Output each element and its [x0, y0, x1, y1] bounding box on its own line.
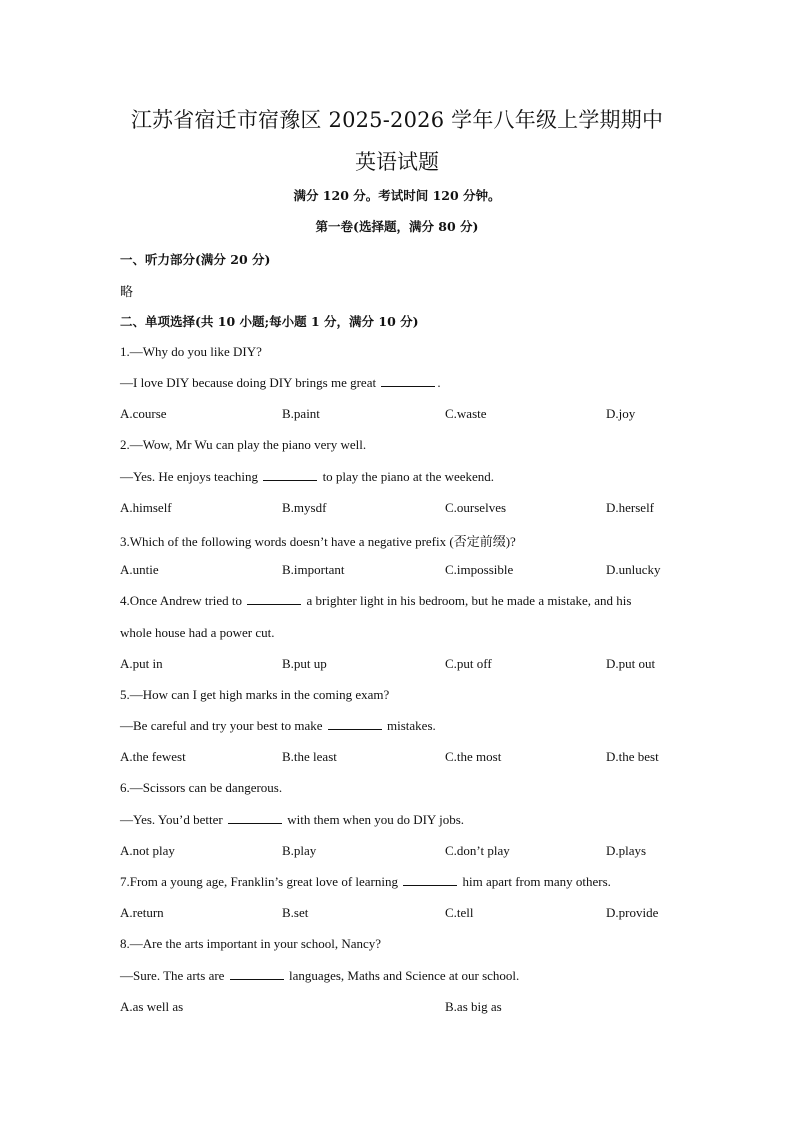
question-8-stem: 8.—Are the arts important in your school, Nancy? [120, 936, 382, 951]
section-listening-title: 一、听力部分(满分 20 分) [120, 252, 271, 267]
question-6-option-b: B.play [282, 843, 317, 858]
question-6-line2 [120, 812, 464, 828]
question-5-option-a: A.the fewest [120, 749, 186, 764]
question-5-text-post: mistakes. [383, 718, 436, 733]
question-3-text-pre: 3.Which of the following words doesn’t have a negative prefix ( [120, 534, 454, 549]
exam-title: 江苏省宿迁市宿豫区 2025-2026 学年八年级上学期期中 [130, 108, 664, 132]
question-7-option-d: D.provide [606, 905, 659, 920]
question-3-option-d: D.unlucky [606, 562, 661, 577]
question-8-option-a: A.as well as [120, 999, 184, 1014]
score-info: 满分 120 分。考试时间 120 分钟。 [293, 188, 501, 203]
question-3-option-b: B.important [282, 562, 345, 577]
question-6-text-post: with them when you do DIY jobs. [283, 812, 465, 827]
question-3-option-a: A.untie [120, 562, 159, 577]
question-2-text-pre: —Yes. He enjoys teaching [120, 469, 262, 484]
question-3-text-cjk: 否定前缀 [453, 535, 506, 550]
question-1-option-b: B.paint [282, 406, 320, 421]
question-8-text-pre: —Sure. The arts are [120, 968, 228, 983]
answer-blank [403, 875, 457, 886]
question-7-option-c: C.tell [445, 905, 474, 920]
answer-blank [263, 470, 317, 481]
question-7-option-a: A.return [120, 905, 164, 920]
question-4-option-a: A.put in [120, 656, 163, 671]
question-3-option-c: C.impossible [445, 562, 514, 577]
question-1-text-post: . [437, 375, 441, 390]
question-1-text-pre: —I love DIY because doing DIY brings me great [120, 375, 380, 390]
question-6-option-d: D.plays [606, 843, 647, 858]
answer-blank [247, 594, 301, 605]
question-2-option-a: A.himself [120, 500, 172, 515]
question-1-stem: 1.—Why do you like DIY? [120, 344, 262, 359]
question-2-stem: 2.—Wow, Mr Wu can play the piano very well. [120, 437, 367, 452]
question-1-option-c: C.waste [445, 406, 487, 421]
question-7-text-post: him apart from many others. [459, 874, 611, 889]
listening-note: 略 [120, 285, 134, 300]
question-6-text-pre: —Yes. You’d better [120, 812, 226, 827]
answer-blank [230, 969, 284, 980]
question-4-stem [120, 593, 631, 609]
question-8-line2 [120, 968, 519, 984]
question-5-option-b: B.the least [282, 749, 337, 764]
question-7-text-pre: 7.From a young age, Franklin’s great love of learning [120, 874, 402, 889]
question-3-stem [120, 531, 516, 550]
question-5-stem: 5.—How can I get high marks in the coming exam? [120, 687, 390, 702]
question-5-option-c: C.the most [445, 749, 502, 764]
answer-blank [381, 376, 435, 387]
question-8-text-post: languages, Maths and Science at our school. [285, 968, 520, 983]
question-6-option-c: C.don’t play [445, 843, 510, 858]
question-2-option-c: C.ourselves [445, 500, 507, 515]
question-6-stem: 6.—Scissors can be dangerous. [120, 780, 283, 795]
question-1-option-a: A.course [120, 406, 167, 421]
question-4-text-post: a brighter light in his bedroom, but he made a mistake, and his [303, 593, 632, 608]
question-4-line2: whole house had a power cut. [120, 625, 275, 640]
question-1-line2 [120, 375, 441, 391]
answer-blank [328, 719, 382, 730]
question-4-option-b: B.put up [282, 656, 327, 671]
section-single-choice-title: 二、单项选择(共 10 小题;每小题 1 分，满分 10 分) [120, 314, 419, 329]
question-4-option-c: C.put off [445, 656, 492, 671]
question-2-option-b: B.mysdf [282, 500, 327, 515]
question-6-option-a: A.not play [120, 843, 175, 858]
question-5-line2 [120, 718, 436, 734]
question-2-option-d: D.herself [606, 500, 655, 515]
question-4-text-pre: 4.Once Andrew tried to [120, 593, 246, 608]
question-5-text-pre: —Be careful and try your best to make [120, 718, 326, 733]
exam-subject-title: 英语试题 [355, 150, 439, 174]
question-7-option-b: B.set [282, 905, 309, 920]
question-7-stem [120, 874, 611, 890]
question-3-text-post: )? [505, 534, 516, 549]
question-2-text-post: to play the piano at the weekend. [319, 469, 495, 484]
question-5-option-d: D.the best [606, 749, 659, 764]
answer-blank [228, 813, 282, 824]
question-1-option-d: D.joy [606, 406, 636, 421]
question-8-option-b: B.as big as [445, 999, 502, 1014]
volume-info: 第一卷(选择题，满分 80 分) [315, 219, 479, 234]
question-2-line2 [120, 469, 494, 485]
question-4-option-d: D.put out [606, 656, 656, 671]
